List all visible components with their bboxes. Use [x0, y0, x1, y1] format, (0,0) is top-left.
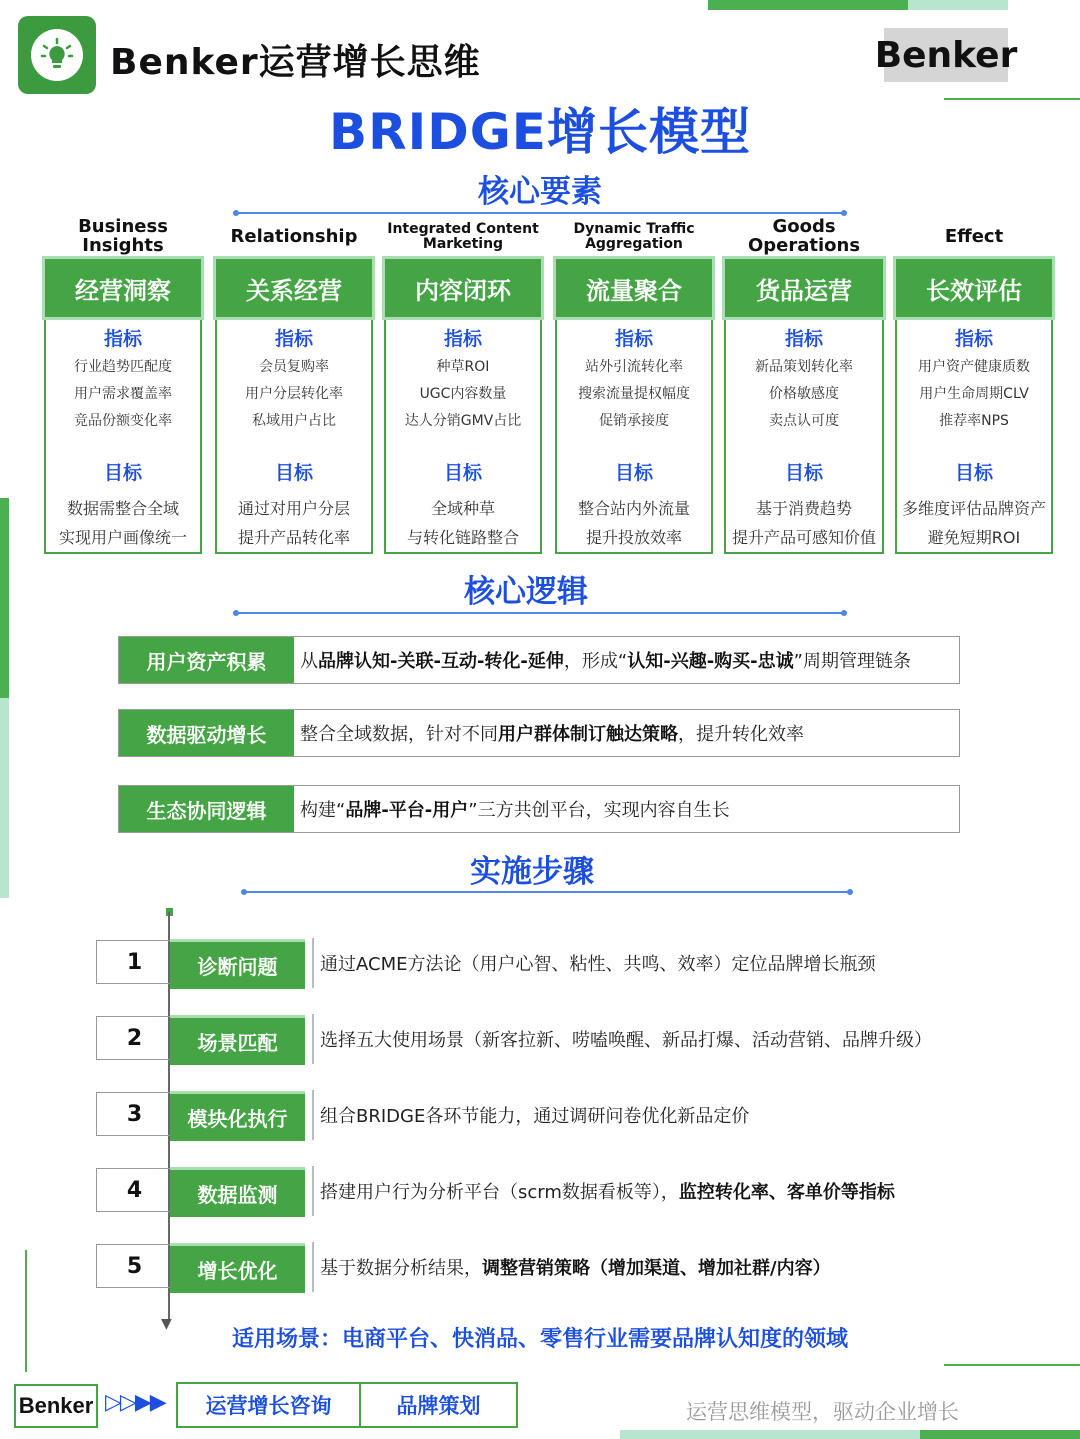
pillar-en-title: Dynamic Traffic Aggregation	[573, 221, 695, 252]
metric-item: 价格敏感度	[769, 386, 839, 402]
goal-item: 整合站内外流量	[577, 499, 690, 518]
pillar-en-title: Goods Operations	[747, 216, 861, 256]
logic-tag: 数据驱动增长	[119, 710, 294, 756]
metric-item: 用户需求覆盖率	[74, 386, 172, 402]
section-divider	[236, 212, 844, 214]
step-text	[312, 1014, 932, 1064]
metric-item: UGC内容数量	[419, 386, 507, 402]
pillar-body	[384, 320, 542, 554]
metric-item: 用户资产健康质数	[918, 359, 1030, 375]
metric-label: 指标	[443, 328, 482, 350]
goal-label: 目标	[954, 462, 993, 484]
metric-item: 新品策划转化率	[755, 359, 853, 375]
divider-line	[944, 1364, 1080, 1366]
step-text	[312, 1242, 831, 1292]
logic-text	[294, 786, 959, 832]
metric-item: 卖点认可度	[769, 413, 839, 429]
pillar-header: 关系经营	[213, 256, 375, 320]
section-divider	[244, 891, 850, 893]
logic-row	[118, 785, 960, 833]
pillar-body	[44, 320, 202, 554]
metric-label: 指标	[614, 328, 653, 350]
pillar-en-title: Relationship	[230, 225, 358, 247]
step-text	[312, 938, 875, 988]
step-number: 4	[96, 1168, 172, 1212]
timeline-arrow-icon: ▼	[161, 1316, 172, 1332]
brand-title: Benker运营增长思维	[110, 42, 481, 83]
step-text-part: 选择五大使用场景（新客拉新、唠嗑唤醒、新品打爆、活动营销、品牌升级）	[320, 1030, 932, 1051]
section-divider	[236, 612, 844, 614]
logic-text-part: 构建“	[300, 800, 346, 821]
pillar-en-title: Integrated Content Marketing	[387, 221, 539, 252]
logic-text	[294, 710, 959, 756]
step-number: 3	[96, 1092, 172, 1136]
bottom-accent-bar-light	[620, 1430, 920, 1439]
divider-line	[25, 1250, 27, 1372]
metric-item: 会员复购率	[259, 359, 329, 375]
section-title-core-logic: 核心逻辑	[464, 574, 588, 610]
logic-text-part: ，形成“	[563, 651, 628, 672]
metric-label: 指标	[954, 328, 993, 350]
brand-badge: Benker	[884, 28, 1008, 82]
goal-item: 通过对用户分层	[237, 499, 350, 518]
double-arrow-icon: ▷▷▶▶	[105, 1390, 165, 1415]
metric-item: 站外引流转化率	[585, 359, 683, 375]
page-title: BRIDGE增长模型	[329, 103, 751, 161]
footer-slogan: 运营思维模型，驱动企业增长	[686, 1400, 959, 1424]
goal-item: 基于消费趋势	[755, 499, 852, 518]
goal-item: 提升产品可感知价值	[731, 528, 876, 547]
pillar-header: 货品运营	[722, 256, 886, 320]
logic-text-bold: 认知-兴趣-购买-忠诚	[627, 651, 794, 672]
goal-label: 目标	[443, 462, 482, 484]
goal-label: 目标	[784, 462, 823, 484]
scenario-text: 适用场景：电商平台、快消品、零售行业需要品牌认知度的领域	[231, 1327, 848, 1352]
lightbulb-icon	[39, 37, 75, 73]
metric-item: 搜索流量提权幅度	[578, 386, 690, 402]
consulting-button[interactable]: 运营增长咨询	[176, 1382, 361, 1428]
pillar-en-title: Effect	[944, 225, 1004, 247]
goal-label: 目标	[103, 462, 142, 484]
metric-item: 私域用户占比	[252, 413, 336, 429]
logic-text-bold: 用户群体制订触达策略	[498, 724, 678, 745]
metric-item: 达人分销GMV占比	[404, 413, 522, 429]
step-number: 2	[96, 1016, 172, 1060]
goal-item: 避免短期ROI	[927, 528, 1021, 547]
goal-item: 多维度评估品牌资产	[901, 499, 1046, 518]
step-tag: 数据监测	[170, 1167, 305, 1217]
top-accent-bar	[708, 0, 908, 10]
logic-text-part: ，提升转化效率	[678, 724, 804, 745]
step-text	[312, 1090, 749, 1140]
pillar-body	[724, 320, 884, 554]
metric-item: 竞品份额变化率	[74, 413, 172, 429]
goal-item: 实现用户画像统一	[58, 528, 187, 547]
step-text-part: 组合BRIDGE各环节能力，通过调研问卷优化新品定价	[320, 1106, 750, 1127]
goal-item: 全域种草	[430, 499, 495, 518]
metric-item: 种草ROI	[436, 359, 490, 375]
goal-label: 目标	[614, 462, 653, 484]
logic-text-part: 从	[300, 651, 318, 672]
footer-logo: Benker	[14, 1384, 98, 1428]
goal-item: 提升产品转化率	[237, 528, 350, 547]
logic-tag: 用户资产积累	[119, 637, 294, 683]
metric-item: 行业趋势匹配度	[74, 359, 172, 375]
logic-text-bold: 品牌-平台-用户	[345, 800, 469, 821]
step-tag: 诊断问题	[170, 939, 305, 989]
pillar-body	[215, 320, 373, 554]
pillar-body	[555, 320, 713, 554]
logic-text-bold: 品牌认知-关联-互动-转化-延伸	[318, 651, 564, 672]
brand-planning-button[interactable]: 品牌策划	[359, 1382, 518, 1428]
goal-item: 与转化链路整合	[406, 528, 519, 547]
logic-row	[118, 636, 960, 684]
step-text-part: 基于数据分析结果，	[320, 1258, 482, 1279]
step-text-bold: 监控转化率、客单价等指标	[678, 1182, 895, 1203]
step-tag: 增长优化	[170, 1243, 305, 1293]
metric-label: 指标	[103, 328, 142, 350]
metric-item: 推荐率NPS	[939, 413, 1009, 429]
section-title-core-elements: 核心要素	[478, 174, 602, 210]
step-tag: 模块化执行	[170, 1091, 305, 1141]
step-text-part: 搭建用户行为分析平台（scrm数据看板等），	[320, 1182, 679, 1203]
step-number: 1	[96, 940, 172, 984]
step-text-bold: 调整营销策略（增加渠道、增加社群/内容）	[482, 1258, 831, 1279]
logic-text-part: ”三方共创平台，实现内容自生长	[468, 800, 730, 821]
pillar-header: 内容闭环	[382, 256, 544, 320]
metric-item: 促销承接度	[599, 413, 669, 429]
top-accent-bar-light	[908, 0, 1008, 10]
pillar-header: 流量聚合	[553, 256, 715, 320]
step-tag: 场景匹配	[170, 1015, 305, 1065]
step-number: 5	[96, 1244, 172, 1288]
pillar-header: 长效评估	[893, 256, 1055, 320]
logic-text-part: 整合全域数据，针对不同	[300, 724, 498, 745]
logic-row	[118, 709, 960, 757]
goal-item: 提升投放效率	[585, 528, 682, 547]
goal-label: 目标	[274, 462, 313, 484]
metric-item: 用户生命周期CLV	[919, 386, 1029, 402]
pillar-en-title: Business Insights	[78, 216, 168, 256]
metric-item: 用户分层转化率	[245, 386, 343, 402]
pillar-body	[895, 320, 1053, 554]
bottom-accent-bar	[920, 1430, 1080, 1439]
goal-item: 数据需整合全域	[66, 499, 179, 518]
logic-text-part: ”周期管理链条	[793, 651, 911, 672]
step-text	[312, 1166, 895, 1216]
pillar-header: 经营洞察	[42, 256, 204, 320]
metric-label: 指标	[274, 328, 313, 350]
metric-label: 指标	[784, 328, 823, 350]
step-text-part: 通过ACME方法论（用户心智、粘性、共鸣、效率）定位品牌增长瓶颈	[320, 954, 876, 975]
section-title-steps: 实施步骤	[470, 854, 594, 890]
brand-logo	[18, 16, 96, 94]
logic-text	[294, 637, 959, 683]
logic-tag: 生态协同逻辑	[119, 786, 294, 832]
